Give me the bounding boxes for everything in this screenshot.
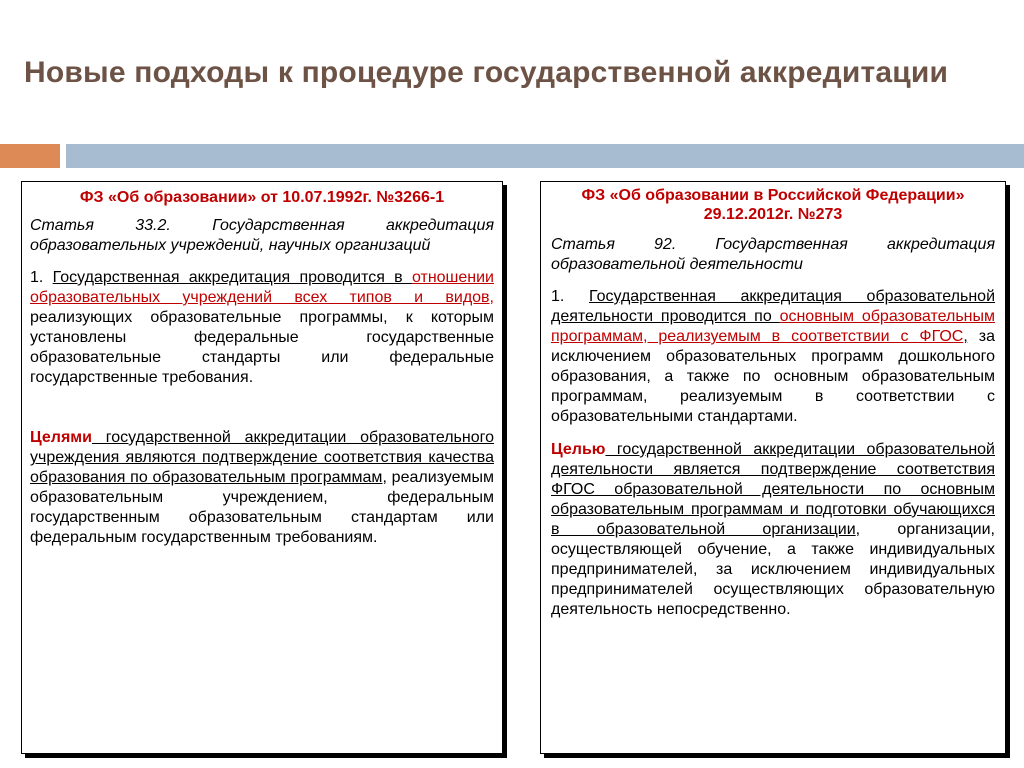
slide-title: Новые подходы к процедуре государственной аккредитации — [24, 56, 949, 89]
right-paragraph-2: Целью государственной аккредитации образовательной деятельности является подтверждение соответствия ФГОС образовательной деятельности по основным образовательным программам и подготовки обучающихся в образовательной организации, организации, осуществляющей обучение, а также индивидуальных предпринимателей, за исключением индивидуальных предпринимателей осуществляющих образовательную деятельность непосредственно. — [551, 441, 996, 618]
right-header-line-2: 29.12.2012г. №273 — [703, 206, 843, 223]
left-header: ФЗ «Об образовании» от 10.07.1992г. №3266-1 — [79, 189, 445, 206]
blue-accent-band — [66, 144, 1024, 168]
left-article: Статья 33.2. Государственная аккредитация образовательных учреждений, научных организаций — [30, 217, 494, 254]
right-paragraph-1: 1. Государственная аккредитация образовательной деятельности проводится по основным образовательным программам, реализуемым в соответствии с ФГОС, за исключением образовательных программ дошкольного образования, а также по основным образовательным программам, реализуемым в соответствии с образовательными стандартами. — [551, 288, 996, 425]
orange-accent-band — [0, 144, 60, 168]
left-law-panel — [21, 181, 503, 754]
left-paragraph-2: Целями государственной аккредитации образовательного учреждения являются подтверждение соответствия качества образования по образовательным программам, реализуемым образовательным учреждением, федеральным государственным образовательным стандартам или федеральным государственным требованиям. — [30, 429, 495, 546]
right-header-line-1: ФЗ «Об образовании в Российской Федерации» — [581, 187, 965, 204]
right-law-panel — [540, 181, 1006, 754]
right-article: Статья 92. Государственная аккредитация образовательной деятельности — [551, 236, 995, 273]
left-paragraph-1: 1. Государственная аккредитация проводится в отношении образовательных учреждений всех типов и видов, реализующих образовательные программы, к которым установлены федеральные государственные образовательные стандарты или федеральные государственные требования. — [30, 269, 494, 386]
